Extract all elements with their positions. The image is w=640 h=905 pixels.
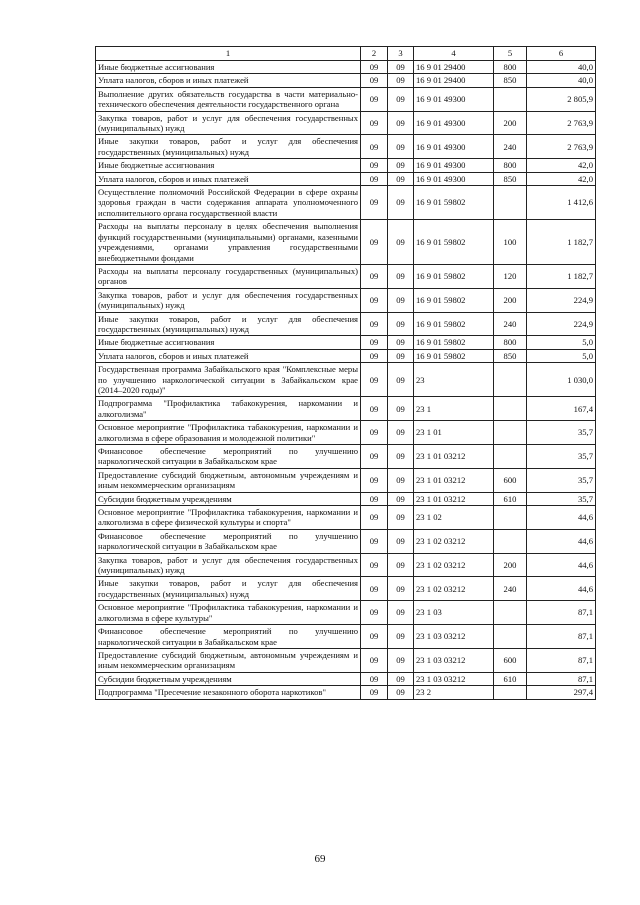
row-section-cell: 09	[361, 220, 388, 265]
row-name-cell: Подпрограмма "Пресечение незаконного оборота наркотиков"	[96, 686, 361, 699]
row-amount-cell: 44,6	[527, 553, 596, 577]
row-name-cell: Осуществление полномочий Российской Федерации в сфере охраны здоровья граждан в части содержания аппарата уполномоченного исполнительного органа государственной власти	[96, 186, 361, 220]
row-subsection-cell: 09	[388, 349, 414, 362]
row-name-cell: Финансовое обеспечение мероприятий по улучшению наркологической ситуации в Забайкальском крае	[96, 445, 361, 469]
row-target-article-cell: 16 9 01 49300	[414, 159, 494, 172]
row-name-cell: Закупка товаров, работ и услуг для обеспечения государственных (муниципальных) нужд	[96, 111, 361, 135]
row-subsection-cell: 09	[388, 672, 414, 685]
row-amount-cell: 35,7	[527, 445, 596, 469]
row-target-article-cell: 16 9 01 59802	[414, 336, 494, 349]
row-subsection-cell: 09	[388, 445, 414, 469]
row-expense-type-cell: 610	[494, 492, 527, 505]
row-section-cell: 09	[361, 87, 388, 111]
row-section-cell: 09	[361, 672, 388, 685]
row-expense-type-cell	[494, 397, 527, 421]
row-name-cell: Субсидии бюджетным учреждениям	[96, 492, 361, 505]
table-row	[96, 601, 596, 625]
row-subsection-cell: 09	[388, 421, 414, 445]
row-section-cell: 09	[361, 445, 388, 469]
row-subsection-cell: 09	[388, 492, 414, 505]
row-amount-cell: 35,7	[527, 492, 596, 505]
row-amount-cell: 224,9	[527, 312, 596, 336]
row-section-cell: 09	[361, 506, 388, 530]
row-target-article-cell: 23 1 01 03212	[414, 468, 494, 492]
table-row	[96, 445, 596, 469]
row-subsection-cell: 09	[388, 625, 414, 649]
row-amount-cell: 35,7	[527, 468, 596, 492]
row-name-cell: Уплата налогов, сборов и иных платежей	[96, 172, 361, 185]
col-header-target-article: 4	[414, 47, 494, 61]
row-amount-cell: 5,0	[527, 336, 596, 349]
row-section-cell: 09	[361, 61, 388, 74]
row-name-cell: Подпрограмма "Профилактика табакокурения, наркомании и алкоголизма"	[96, 397, 361, 421]
row-section-cell: 09	[361, 186, 388, 220]
row-subsection-cell: 09	[388, 61, 414, 74]
row-expense-type-cell: 600	[494, 648, 527, 672]
row-subsection-cell: 09	[388, 220, 414, 265]
row-amount-cell: 224,9	[527, 288, 596, 312]
row-name-cell: Иные бюджетные ассигнования	[96, 159, 361, 172]
row-expense-type-cell: 240	[494, 135, 527, 159]
row-name-cell: Уплата налогов, сборов и иных платежей	[96, 349, 361, 362]
row-subsection-cell: 09	[388, 601, 414, 625]
row-target-article-cell: 23 1 02	[414, 506, 494, 530]
table-row	[96, 492, 596, 505]
row-section-cell: 09	[361, 397, 388, 421]
row-target-article-cell: 16 9 01 59802	[414, 186, 494, 220]
table-row	[96, 336, 596, 349]
row-name-cell: Уплата налогов, сборов и иных платежей	[96, 74, 361, 87]
row-amount-cell: 40,0	[527, 74, 596, 87]
row-section-cell: 09	[361, 264, 388, 288]
row-subsection-cell: 09	[388, 648, 414, 672]
row-section-cell: 09	[361, 159, 388, 172]
row-section-cell: 09	[361, 74, 388, 87]
row-amount-cell: 87,1	[527, 672, 596, 685]
row-name-cell: Иные бюджетные ассигнования	[96, 61, 361, 74]
row-target-article-cell: 16 9 01 59802	[414, 349, 494, 362]
table-row	[96, 686, 596, 699]
row-subsection-cell: 09	[388, 159, 414, 172]
col-header-section: 2	[361, 47, 388, 61]
row-expense-type-cell	[494, 363, 527, 397]
row-expense-type-cell: 600	[494, 468, 527, 492]
row-target-article-cell: 16 9 01 29400	[414, 61, 494, 74]
row-name-cell: Иные закупки товаров, работ и услуг для обеспечения государственных (муниципальных) нужд	[96, 577, 361, 601]
row-expense-type-cell	[494, 87, 527, 111]
row-expense-type-cell	[494, 625, 527, 649]
table-row	[96, 61, 596, 74]
row-expense-type-cell: 200	[494, 553, 527, 577]
row-expense-type-cell: 850	[494, 349, 527, 362]
row-expense-type-cell	[494, 445, 527, 469]
col-header-subsection: 3	[388, 47, 414, 61]
table-row	[96, 506, 596, 530]
budget-table	[95, 46, 596, 700]
row-target-article-cell: 23 1 03 03212	[414, 648, 494, 672]
row-amount-cell: 1 030,0	[527, 363, 596, 397]
row-target-article-cell: 16 9 01 49300	[414, 135, 494, 159]
table-row	[96, 264, 596, 288]
row-amount-cell: 2 805,9	[527, 87, 596, 111]
row-subsection-cell: 09	[388, 506, 414, 530]
row-name-cell: Расходы на выплаты персоналу государственных (муниципальных) органов	[96, 264, 361, 288]
row-section-cell: 09	[361, 625, 388, 649]
row-target-article-cell: 23 1 02 03212	[414, 577, 494, 601]
row-subsection-cell: 09	[388, 529, 414, 553]
row-expense-type-cell: 100	[494, 220, 527, 265]
row-section-cell: 09	[361, 363, 388, 397]
row-target-article-cell: 23 1 03 03212	[414, 625, 494, 649]
table-row	[96, 288, 596, 312]
row-name-cell: Предоставление субсидий бюджетным, автономным учреждениям и иным некоммерческим организациям	[96, 468, 361, 492]
row-amount-cell: 1 182,7	[527, 264, 596, 288]
table-row	[96, 87, 596, 111]
row-subsection-cell: 09	[388, 74, 414, 87]
table-row	[96, 421, 596, 445]
row-name-cell: Иные закупки товаров, работ и услуг для обеспечения государственных (муниципальных) нужд	[96, 312, 361, 336]
page-number: 69	[314, 853, 326, 865]
row-target-article-cell: 16 9 01 29400	[414, 74, 494, 87]
row-name-cell: Финансовое обеспечение мероприятий по улучшению наркологической ситуации в Забайкальском крае	[96, 625, 361, 649]
row-amount-cell: 167,4	[527, 397, 596, 421]
table-row	[96, 172, 596, 185]
row-expense-type-cell	[494, 186, 527, 220]
row-subsection-cell: 09	[388, 186, 414, 220]
row-target-article-cell: 16 9 01 49300	[414, 87, 494, 111]
row-expense-type-cell: 800	[494, 61, 527, 74]
row-target-article-cell: 23 2	[414, 686, 494, 699]
row-expense-type-cell: 120	[494, 264, 527, 288]
row-section-cell: 09	[361, 492, 388, 505]
row-section-cell: 09	[361, 686, 388, 699]
row-subsection-cell: 09	[388, 336, 414, 349]
row-subsection-cell: 09	[388, 312, 414, 336]
row-amount-cell: 44,6	[527, 506, 596, 530]
row-expense-type-cell: 850	[494, 74, 527, 87]
row-amount-cell: 2 763,9	[527, 111, 596, 135]
row-target-article-cell: 23 1 03 03212	[414, 672, 494, 685]
row-expense-type-cell	[494, 529, 527, 553]
row-amount-cell: 1 182,7	[527, 220, 596, 265]
row-section-cell: 09	[361, 648, 388, 672]
row-name-cell: Иные закупки товаров, работ и услуг для обеспечения государственных (муниципальных) нужд	[96, 135, 361, 159]
row-amount-cell: 87,1	[527, 625, 596, 649]
table-row	[96, 397, 596, 421]
row-section-cell: 09	[361, 553, 388, 577]
row-expense-type-cell: 800	[494, 336, 527, 349]
row-subsection-cell: 09	[388, 111, 414, 135]
table-row	[96, 553, 596, 577]
row-name-cell: Иные бюджетные ассигнования	[96, 336, 361, 349]
row-amount-cell: 42,0	[527, 159, 596, 172]
row-expense-type-cell: 200	[494, 111, 527, 135]
row-section-cell: 09	[361, 111, 388, 135]
row-name-cell: Закупка товаров, работ и услуг для обеспечения государственных (муниципальных) нужд	[96, 288, 361, 312]
row-subsection-cell: 09	[388, 172, 414, 185]
row-section-cell: 09	[361, 172, 388, 185]
table-row	[96, 625, 596, 649]
row-target-article-cell: 16 9 01 59802	[414, 288, 494, 312]
row-expense-type-cell	[494, 421, 527, 445]
col-header-amount: 6	[527, 47, 596, 61]
row-amount-cell: 42,0	[527, 172, 596, 185]
row-target-article-cell: 23 1 03	[414, 601, 494, 625]
row-expense-type-cell: 800	[494, 159, 527, 172]
row-subsection-cell: 09	[388, 397, 414, 421]
row-section-cell: 09	[361, 336, 388, 349]
row-amount-cell: 44,6	[527, 577, 596, 601]
row-amount-cell: 297,4	[527, 686, 596, 699]
row-section-cell: 09	[361, 135, 388, 159]
row-target-article-cell: 16 9 01 49300	[414, 172, 494, 185]
table-row	[96, 349, 596, 362]
table-row	[96, 111, 596, 135]
row-section-cell: 09	[361, 288, 388, 312]
table-row	[96, 468, 596, 492]
table-row	[96, 159, 596, 172]
header-row	[96, 47, 596, 61]
table-row	[96, 186, 596, 220]
row-amount-cell: 44,6	[527, 529, 596, 553]
row-section-cell: 09	[361, 577, 388, 601]
row-target-article-cell: 23	[414, 363, 494, 397]
row-name-cell: Основное мероприятие "Профилактика табакокурения, наркомании и алкоголизма в сфере культуры"	[96, 601, 361, 625]
row-expense-type-cell	[494, 506, 527, 530]
row-target-article-cell: 23 1 02 03212	[414, 553, 494, 577]
table-row	[96, 220, 596, 265]
row-expense-type-cell	[494, 601, 527, 625]
row-target-article-cell: 16 9 01 59802	[414, 264, 494, 288]
row-amount-cell: 1 412,6	[527, 186, 596, 220]
col-header-expense-type: 5	[494, 47, 527, 61]
row-name-cell: Субсидии бюджетным учреждениям	[96, 672, 361, 685]
col-header-name: 1	[96, 47, 361, 61]
row-section-cell: 09	[361, 601, 388, 625]
row-amount-cell: 40,0	[527, 61, 596, 74]
row-expense-type-cell	[494, 686, 527, 699]
table-row	[96, 529, 596, 553]
row-subsection-cell: 09	[388, 87, 414, 111]
row-subsection-cell: 09	[388, 577, 414, 601]
row-name-cell: Основное мероприятие "Профилактика табакокурения, наркомании и алкоголизма в сфере образования и молодежной политики"	[96, 421, 361, 445]
row-section-cell: 09	[361, 468, 388, 492]
row-section-cell: 09	[361, 529, 388, 553]
table-row	[96, 74, 596, 87]
row-subsection-cell: 09	[388, 135, 414, 159]
table-row	[96, 363, 596, 397]
table-row	[96, 577, 596, 601]
row-expense-type-cell: 850	[494, 172, 527, 185]
row-expense-type-cell: 240	[494, 312, 527, 336]
row-amount-cell: 87,1	[527, 601, 596, 625]
row-expense-type-cell: 240	[494, 577, 527, 601]
table-row	[96, 312, 596, 336]
row-name-cell: Расходы на выплаты персоналу в целях обеспечения выполнения функций государственными (муниципальными) органами, казенными учреждениями, органами управления государственными внебюджетными фондами	[96, 220, 361, 265]
row-target-article-cell: 16 9 01 49300	[414, 111, 494, 135]
row-target-article-cell: 23 1 01 03212	[414, 445, 494, 469]
row-name-cell: Государственная программа Забайкальского края "Комплексные меры по улучшению наркологической ситуации в Забайкальском крае (2014–2020 годы)"	[96, 363, 361, 397]
row-section-cell: 09	[361, 349, 388, 362]
table-body	[96, 61, 596, 700]
row-section-cell: 09	[361, 312, 388, 336]
row-name-cell: Закупка товаров, работ и услуг для обеспечения государственных (муниципальных) нужд	[96, 553, 361, 577]
row-expense-type-cell: 200	[494, 288, 527, 312]
row-subsection-cell: 09	[388, 553, 414, 577]
row-subsection-cell: 09	[388, 288, 414, 312]
row-subsection-cell: 09	[388, 264, 414, 288]
row-target-article-cell: 16 9 01 59802	[414, 312, 494, 336]
row-target-article-cell: 23 1 01 03212	[414, 492, 494, 505]
row-subsection-cell: 09	[388, 686, 414, 699]
row-target-article-cell: 23 1	[414, 397, 494, 421]
row-target-article-cell: 16 9 01 59802	[414, 220, 494, 265]
row-amount-cell: 87,1	[527, 648, 596, 672]
row-target-article-cell: 23 1 02 03212	[414, 529, 494, 553]
row-name-cell: Финансовое обеспечение мероприятий по улучшению наркологической ситуации в Забайкальском крае	[96, 529, 361, 553]
row-name-cell: Основное мероприятие "Профилактика табакокурения, наркомании и алкоголизма в сфере физической культуры и спорта"	[96, 506, 361, 530]
table-row	[96, 648, 596, 672]
row-amount-cell: 5,0	[527, 349, 596, 362]
row-subsection-cell: 09	[388, 363, 414, 397]
table-row	[96, 135, 596, 159]
row-target-article-cell: 23 1 01	[414, 421, 494, 445]
row-name-cell: Предоставление субсидий бюджетным, автономным учреждениям и иным некоммерческим организациям	[96, 648, 361, 672]
row-amount-cell: 35,7	[527, 421, 596, 445]
row-amount-cell: 2 763,9	[527, 135, 596, 159]
table-row	[96, 672, 596, 685]
row-subsection-cell: 09	[388, 468, 414, 492]
row-section-cell: 09	[361, 421, 388, 445]
row-expense-type-cell: 610	[494, 672, 527, 685]
row-name-cell: Выполнение других обязательств государства в части материально-технического обеспечения деятельности государственного органа	[96, 87, 361, 111]
